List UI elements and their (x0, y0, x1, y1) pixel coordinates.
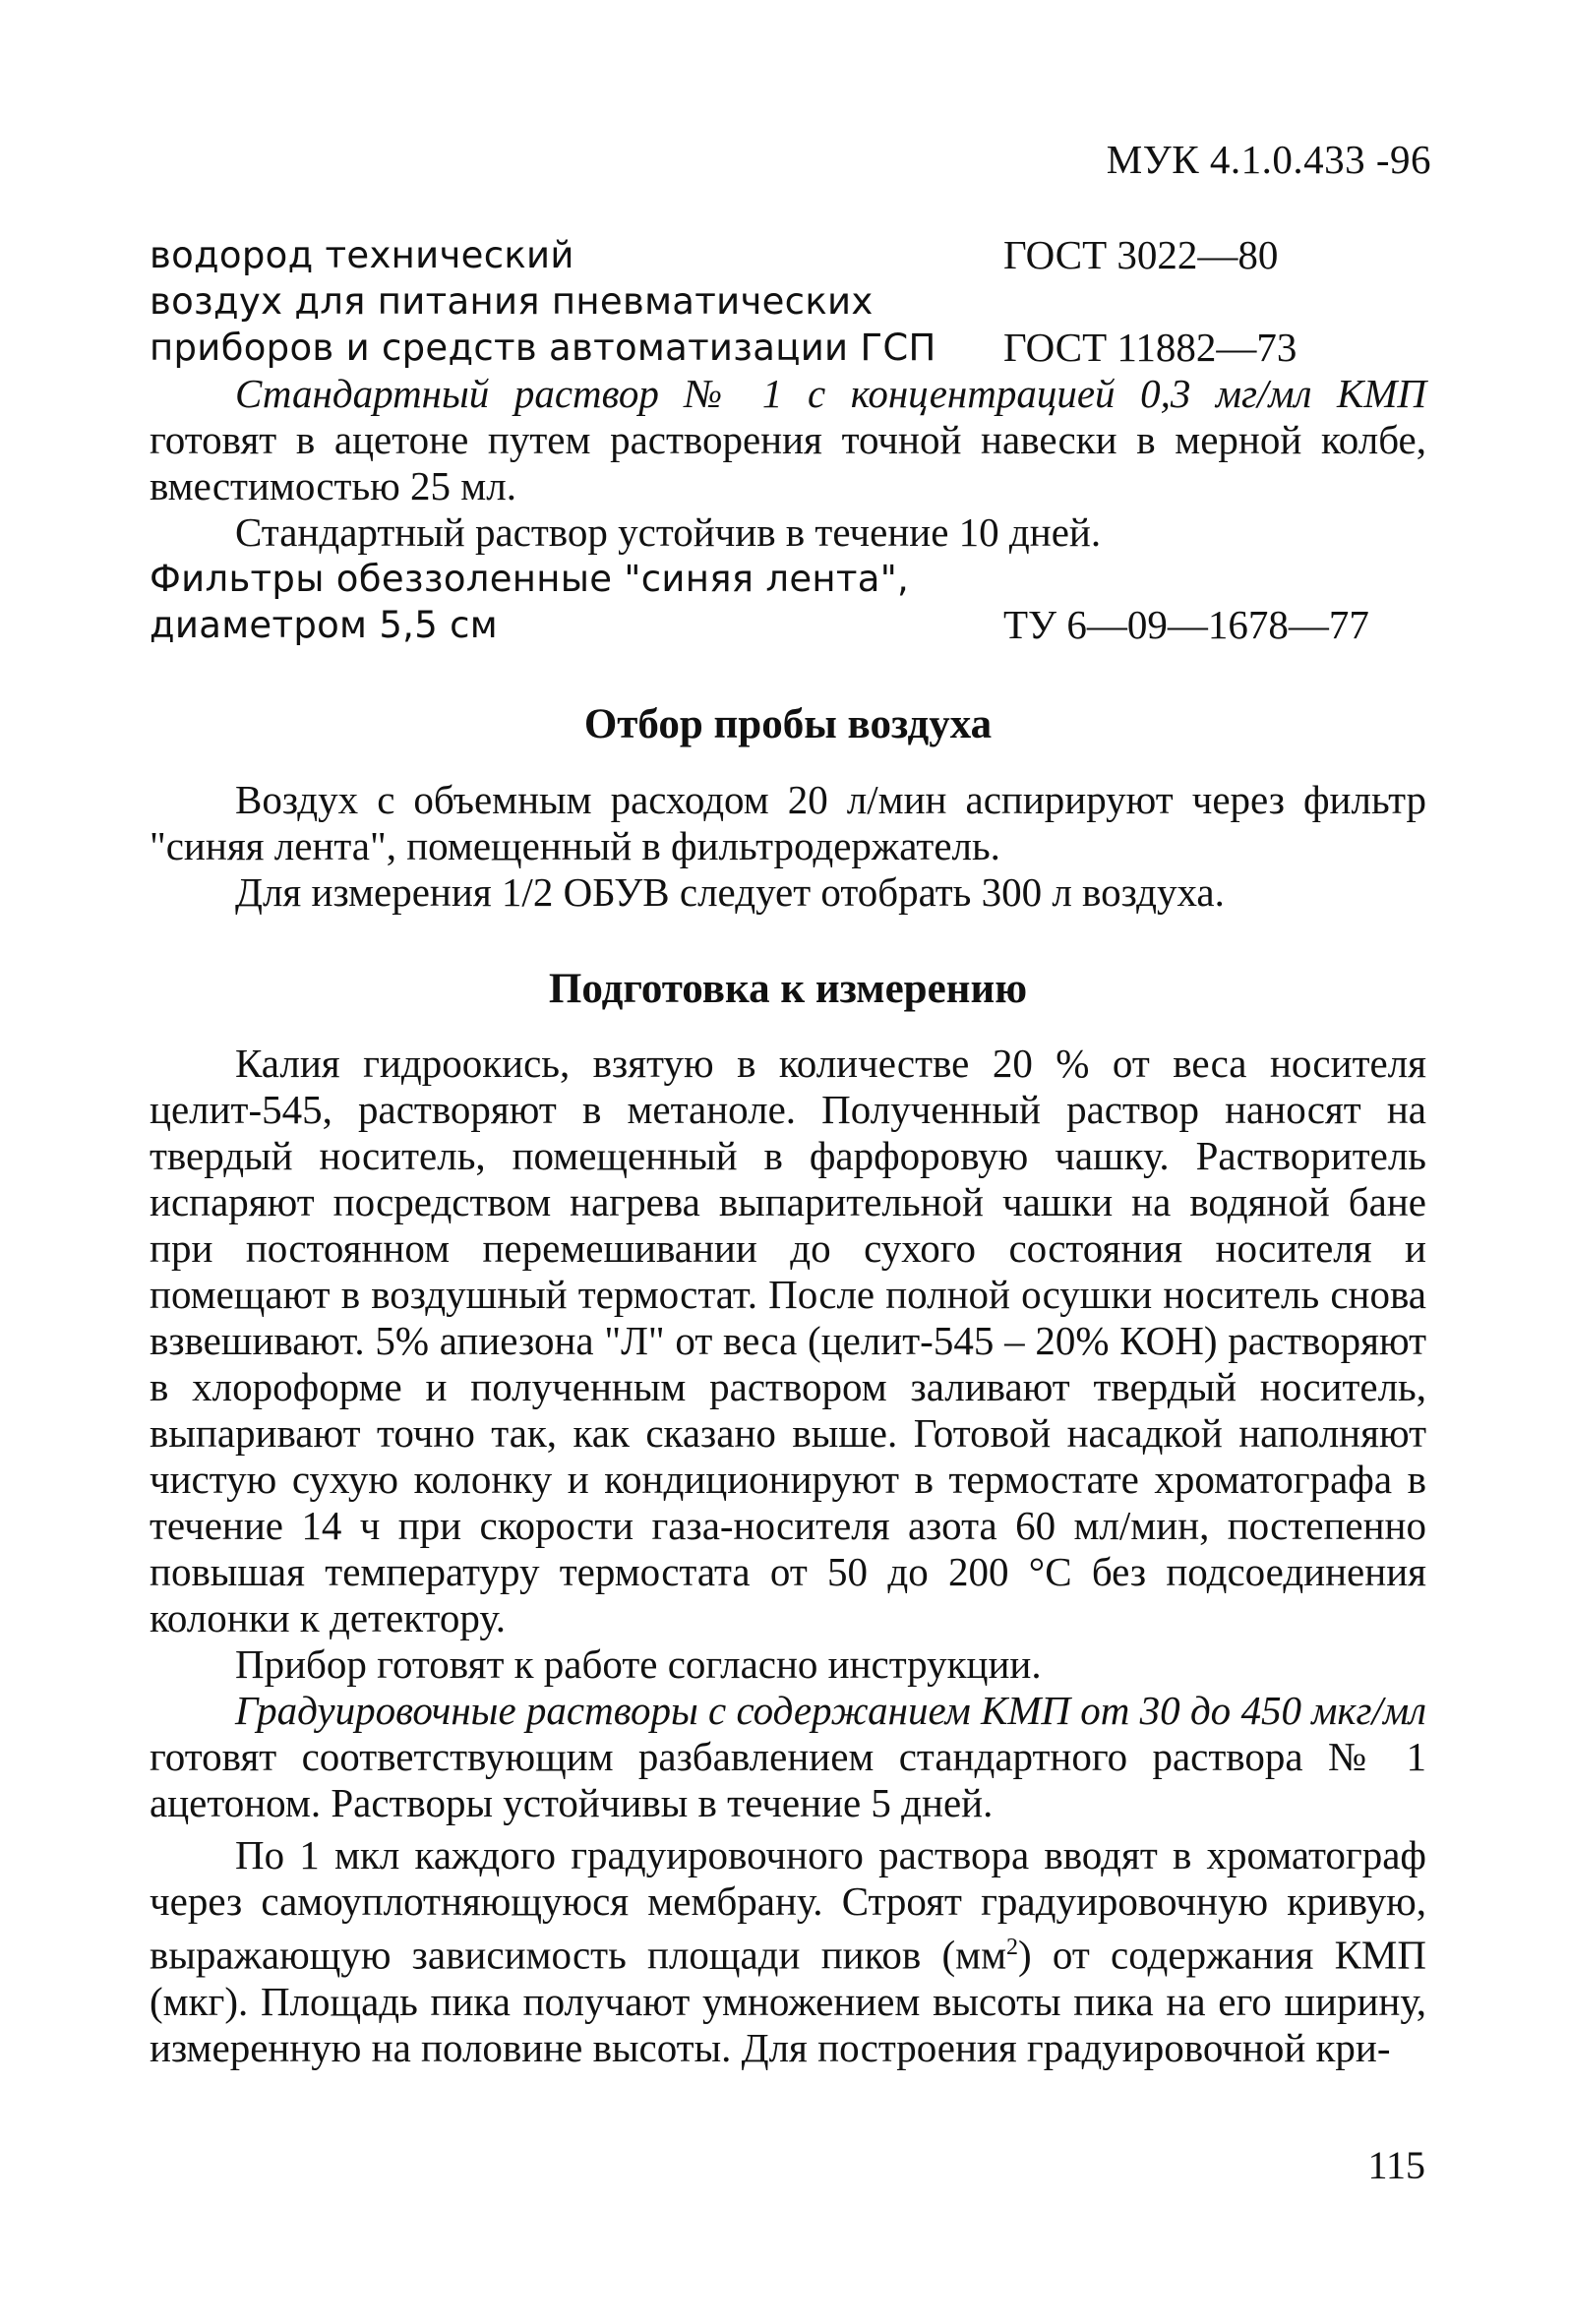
material-row (150, 325, 1426, 371)
sampling-paragraph: Для измерения 1/2 ОБУВ следует отобрать 300 л воздуха. (235, 869, 1225, 915)
standard-solution-paragraph (150, 371, 1426, 509)
sampling-section (150, 700, 1426, 749)
device-paragraph: Прибор готовят к работе согласно инструкции. (235, 1641, 1042, 1687)
calibration-paragraph (150, 1688, 1426, 1826)
filters-standard: ТУ 6—09—1678—77 (1003, 602, 1369, 647)
standard-solution-stability: Стандартный раствор устойчив в течение 10 дней. (235, 509, 1102, 555)
filters-row (150, 556, 1426, 602)
filters-block (150, 556, 1426, 648)
materials-list (150, 232, 1426, 371)
calibration-title: Градуировочные растворы с содержанием КМП от 30 до 450 мкг/мл (235, 1688, 1426, 1733)
filters-line1: Фильтры обеззоленные "синяя лента", (150, 558, 910, 600)
page-number: 115 (1367, 2143, 1425, 2187)
filters-line2: диаметром 5,5 см (150, 604, 498, 646)
curve-superscript: 2 (1006, 1935, 1019, 1960)
preparation-text (150, 1041, 1426, 2071)
material-row (150, 232, 1426, 278)
preparation-heading: Подготовка к измерению (548, 966, 1028, 1012)
material-name-line1: воздух для питания пневматических (150, 280, 874, 323)
preparation-section (150, 965, 1426, 1014)
standard-solution-title: Стандартный раствор № 1 с концентрацией 0,3 мг/мл КМП (235, 371, 1426, 416)
standard-solution-text: готовят в ацетоне путем растворения точной навески в мерной колбе, вместимостью 25 мл. (150, 417, 1426, 508)
standard-solution-block (150, 371, 1426, 556)
material-row (150, 278, 1426, 325)
material-standard: ГОСТ 3022—80 (1003, 232, 1279, 277)
sampling-text (150, 777, 1426, 916)
curve-paragraph (150, 1832, 1426, 2071)
calibration-text: готовят соответствующим разбавлением стандартного раствора № 1 ацетоном. Растворы устойчивы в течение 5 дней. (150, 1734, 1426, 1825)
curve-text-end: ) от содержания КМП (мкг). Площадь пика получают умножением высоты пика на его ширину, измеренную на половине высоты. Для построения градуировочной кри- (150, 1932, 1426, 2070)
sampling-paragraph: Воздух с объемным расходом 20 л/мин аспирируют через фильтр "синяя лента", помещенный в фильтродержатель. (150, 777, 1426, 868)
preparation-paragraph: Калия гидроокись, взятую в количестве 20 % от веса носителя целит-545, растворяют в метаноле. Полученный раствор наносят на твердый носитель, помещенный в фарфоровую чашку. Растворитель испаряют посредством нагрева выпарительной чашки на водяной бане при постоянном перемешивании до сухого состояния носителя и помещают в воздушный термостат. После полной осушки носитель снова взвешивают. 5% апиезона "Л" от веса (целит-545 – 20% КОН) растворяют в хлороформе и полученным раствором заливают твердый носитель, выпаривают точно так, как сказано выше. Готовой насадкой наполняют чистую сухую колонку и кондиционируют в термостате хроматографа в течение 14 ч при скорости газа-носителя азота 60 мл/мин, постепенно повышая температуру термостата от 50 до 200 °С без подсоединения колонки к детектору. (150, 1041, 1426, 1640)
material-name: водород технический (150, 234, 574, 276)
sampling-heading: Отбор пробы воздуха (583, 701, 993, 747)
filters-row (150, 602, 1426, 648)
document-code: МУК 4.1.0.433 -96 (1106, 137, 1431, 182)
material-name-line2: приборов и средств автоматизации ГСП (150, 327, 936, 369)
curve-text-start: По 1 мкл каждого градуировочного раствора вводят в хроматограф через самоуплотняющуюся мембрану. Строят градуировочную кривую, выражающую зависимость площади пиков (мм (150, 1832, 1426, 1978)
material-standard: ГОСТ 11882—73 (1003, 325, 1297, 370)
